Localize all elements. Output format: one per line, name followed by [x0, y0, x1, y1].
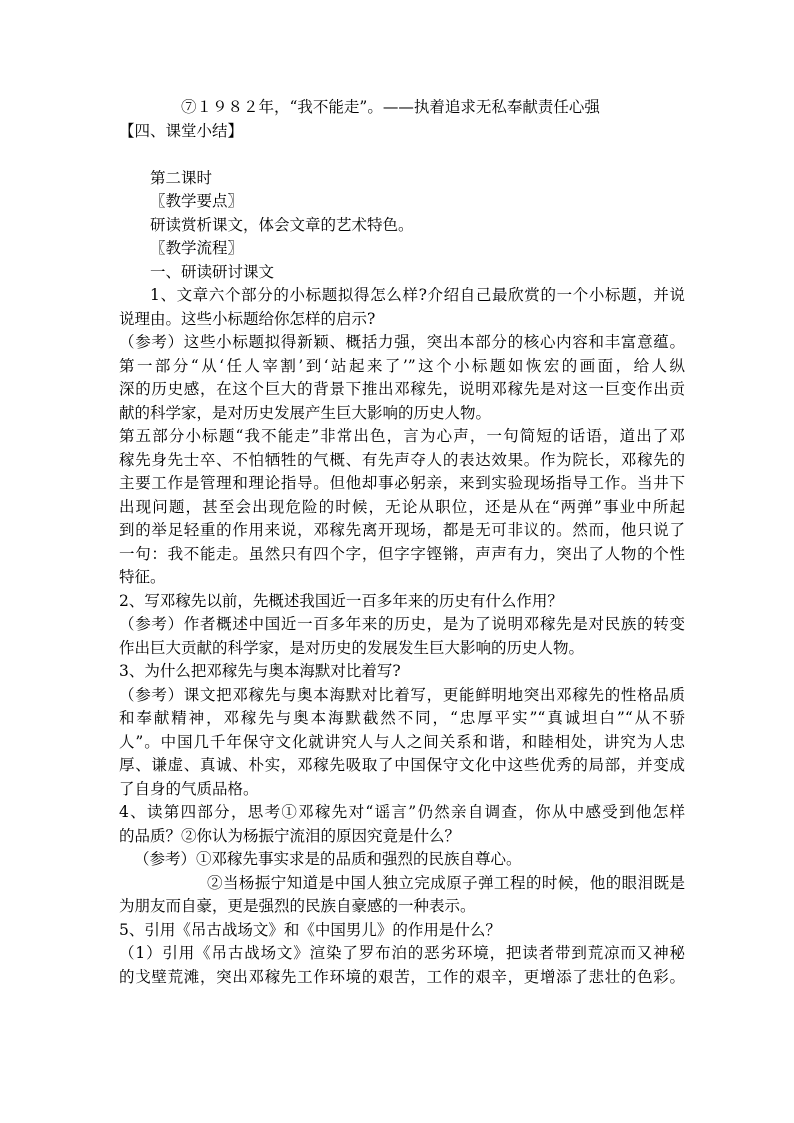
- question-4: 4、读第四部分，思考①邓稼先对“谣言”仍然亲自调查，你从中感受到他怎样: [119, 803, 685, 821]
- answer-4-part2: ②当杨振宁知道是中国人独立完成原子弹工程的时候，他的眼泪既是: [207, 873, 685, 892]
- answer-2: （参考）作者概述中国近一百多年来的历史，是为了说明邓稼先是对民族的转变: [119, 615, 685, 633]
- answer-1-part5-line: 特征。: [119, 568, 166, 586]
- answer-1-line: 深的历史感，在这个巨大的背景下推出邓稼先，说明邓稼先是对这一巨变作出贡: [119, 380, 685, 398]
- document-body: [119, 96, 685, 989]
- answer-5-part1-cont: 的戈壁荒滩，突出邓稼先工作环境的艰苦，工作的艰辛，更增添了悲壮的色彩。: [119, 967, 685, 986]
- answer-1-line: 第一部分“从‘任人宰割’到‘站起来了’”这个小标题如恢宏的画面，给人纵: [119, 356, 685, 375]
- question-4-cont: 的品质？②你认为杨振宁流泪的原因究竟是什么？: [119, 826, 461, 845]
- answer-1-part5-line: 一句：我不能走。虽然只有四个字，但字字铿锵，声声有力，突出了人物的个性: [119, 544, 685, 563]
- answer-1-line: 献的科学家，是对历史发展产生巨大影响的历史人物。: [119, 403, 492, 422]
- section-heading-study: 一、研读研讨课文: [150, 262, 275, 281]
- teaching-points-text: 研读赏析课文，体会文章的艺术特色。: [150, 215, 414, 234]
- answer-5-part1: （1）引用《吊古战场文》渲染了罗布泊的恶劣环境，把读者带到荒凉而又神秘: [119, 944, 685, 962]
- answer-3-line: 人”。中国几千年保守文化就讲究人与人之间关系和谐，和睦相处，讲究为人忠: [119, 732, 685, 751]
- answer-3-line: 了自身的气质品格。: [119, 779, 259, 798]
- teaching-process-heading: 〖教学流程〗: [150, 239, 244, 257]
- lesson-title: 第二课时: [150, 168, 213, 187]
- answer-1: （参考）这些小标题拟得新颖、概括力强，突出本部分的核心内容和丰富意蕴。: [119, 333, 685, 351]
- answer-3: （参考）课文把邓稼先与奥本海默对比着写，更能鲜明地突出邓稼先的性格品质: [119, 685, 685, 704]
- answer-4-part2-cont: 为朋友而自豪，更是强烈的民族自豪感的一种表示。: [119, 897, 476, 915]
- blank-line: [119, 143, 685, 167]
- summary-point-7: ⑦１９８２年，“我不能走”。——执着追求无私奉献责任心强: [181, 98, 600, 116]
- answer-3-line: 厚、谦虚、真诚、朴实，邓稼先吸取了中国保守文化中这些优秀的局部，并变成: [119, 756, 685, 774]
- section-heading-summary: 【四、课堂小结】: [119, 121, 244, 140]
- answer-1-part5-line: 主要工作是管理和理论指导。但他却事必躬亲，来到实验现场指导工作。当井下: [119, 474, 685, 492]
- answer-3-line: 和奉献精神，邓稼先与奥本海默截然不同，“忠厚平实”“真诚坦白”“从不骄: [119, 709, 685, 727]
- question-1-cont: 说理由。这些小标题给你怎样的启示?: [119, 309, 376, 328]
- question-2: 2、写邓稼先以前，先概述我国近一百多年来的历史有什么作用？: [119, 591, 563, 610]
- question-1: 1、文章六个部分的小标题拟得怎么样?介绍自己最欣赏的一个小标题，并说: [150, 286, 685, 304]
- answer-1-part5: 第五部分小标题“我不能走”非常出色，言为心声，一句简短的话语，道出了邓: [119, 427, 685, 445]
- answer-1-part5-line: 到的举足轻重的作用来说，邓稼先离开现场，都是无可非议的。然而，他只说了: [119, 521, 685, 539]
- answer-2-line: 作出巨大贡献的科学家，是对历史的发展发生巨大影响的历史人物。: [119, 638, 585, 657]
- question-3: 3、为什么把邓稼先与奥本海默对比着写?: [119, 662, 401, 680]
- answer-1-part5-line: 出现问题，甚至会出现危险的时候，无论从职位，还是从在“两弹”事业中所起: [119, 497, 685, 516]
- question-5: 5、引用《吊古战场文》和《中国男儿》的作用是什么？: [119, 920, 501, 939]
- answer-4-part1: （参考）①邓稼先事实求是的品质和强烈的民族自尊心。: [134, 850, 522, 868]
- teaching-points-heading: 〖教学要点〗: [150, 192, 244, 210]
- answer-1-part5-line: 稼先身先士卒、不怕牺牲的气概、有先声夺人的表达效果。作为院长，邓稼先的: [119, 450, 685, 469]
